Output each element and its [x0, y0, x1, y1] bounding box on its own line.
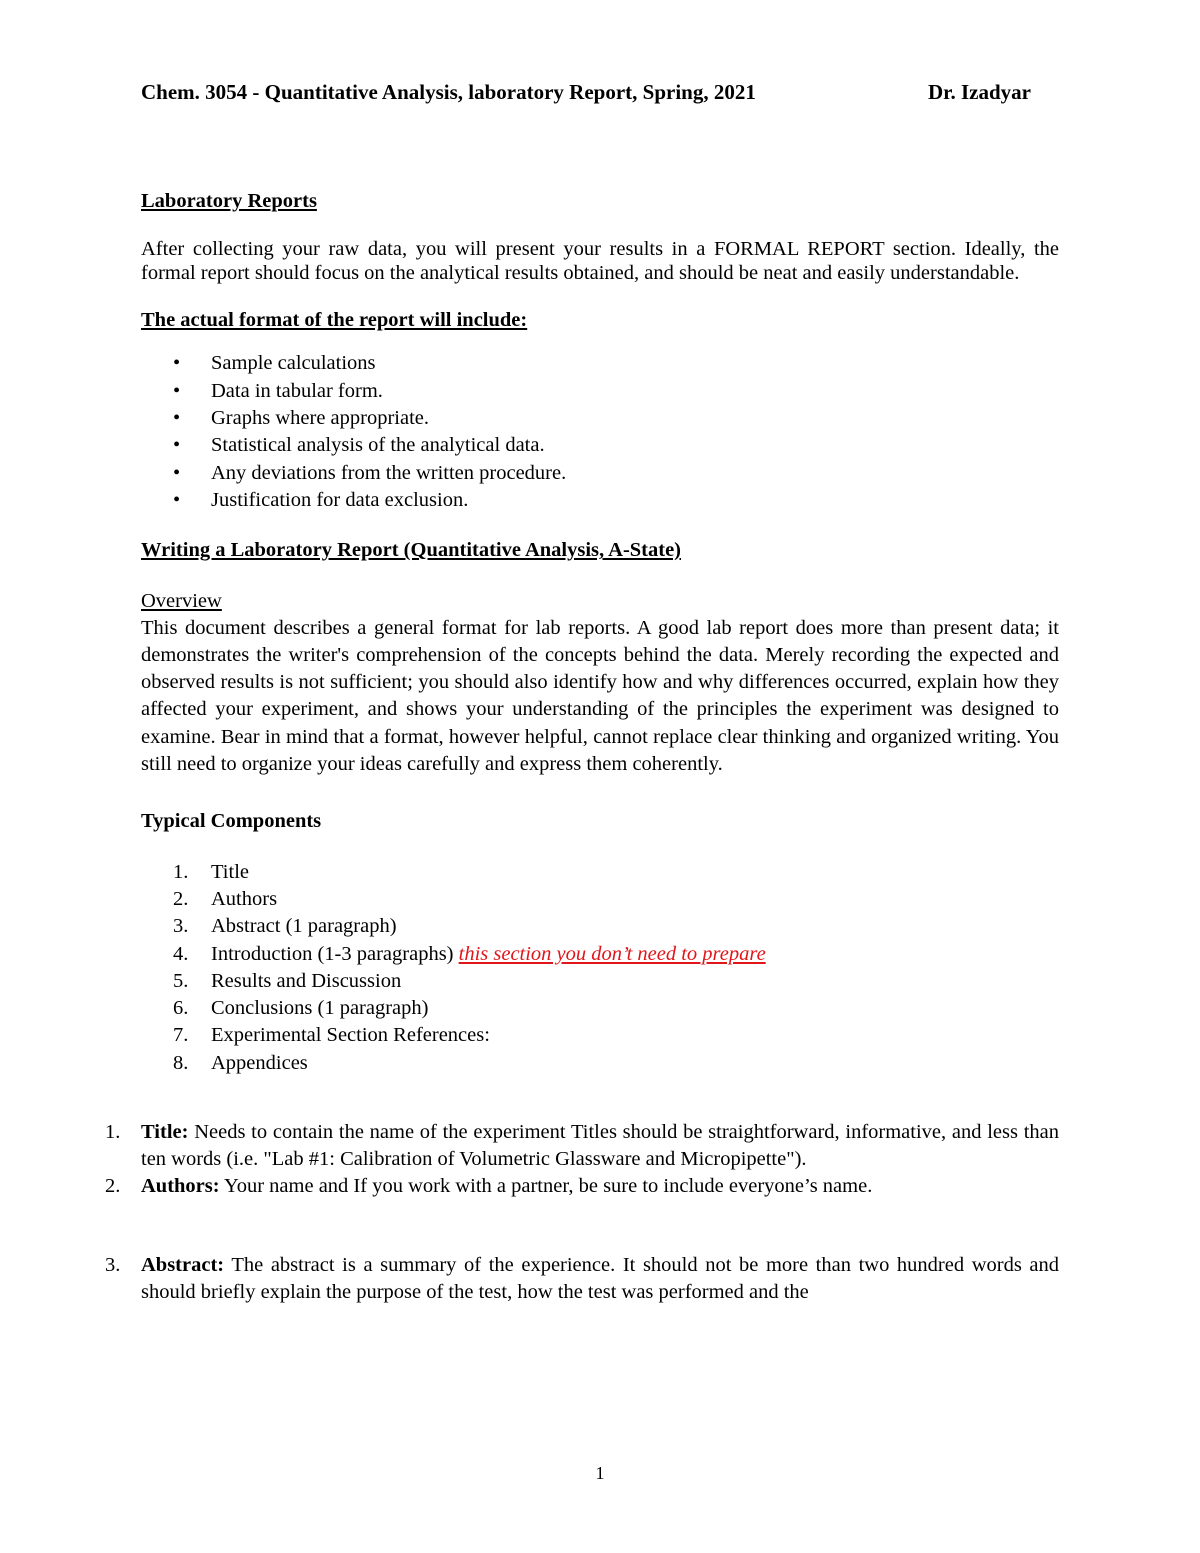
- bullet-icon: •: [173, 434, 181, 457]
- course-title: Chem. 3054 - Quantitative Analysis, laboratory Report, Spring, 2021: [141, 80, 756, 104]
- bullet-icon: •: [173, 488, 181, 511]
- bullet-icon: •: [173, 352, 181, 375]
- components-heading: Typical Components: [141, 809, 322, 832]
- document-body: [105, 188, 1059, 1306]
- bullet-icon: •: [173, 379, 181, 402]
- list-item: 3. Abstract (1 paragraph): [173, 915, 397, 938]
- list-item: 3. Abstract: The abstract is a summary of the experience. It should not be more than two hundred words and should briefly explain the purpose of the test, how the test was performed and the: [105, 1254, 1059, 1304]
- list-item: 5. Results and Discussion: [173, 969, 402, 992]
- list-item: 2. Authors: Your name and If you work with a partner, be sure to include everyone’s name.: [105, 1175, 873, 1198]
- not-required-note: this section you don’t need to prepare: [458, 942, 766, 965]
- list-item: • Any deviations from the written procedure.: [141, 460, 1059, 487]
- bullet-icon: •: [173, 407, 181, 430]
- list-item: • Justification for data exclusion.: [141, 487, 1059, 514]
- list-item: • Graphs where appropriate.: [141, 405, 1059, 432]
- overview-paragraph: This document describes a general format for lab reports. A good lab report does more than present data; it demonstrates the writer's comprehension of the concepts behind the data. Merely recording the expected and observed results is not sufficient; you should also identify how and why differences occurred, explain how they affected your experiment, and shows your understanding of the principles the experiment was designed to examine. Bear in mind that a format, however helpful, cannot replace clear thinking and organized writing. You still need to organize your ideas carefully and express them coherently.: [141, 617, 1059, 775]
- title-label: Title:: [141, 1121, 189, 1144]
- list-item: • Statistical analysis of the analytical data.: [141, 432, 1059, 459]
- list-item: 1. Title: Needs to contain the name of the experiment Titles should be straightforward, informative, and less than ten words (i.e. "Lab #1: Calibration of Volumetric Glassware and Micropipette").: [105, 1121, 1059, 1171]
- list-item: 2. Authors: [173, 887, 278, 910]
- format-heading: The actual format of the report will include:: [141, 309, 528, 332]
- abstract-label: Abstract:: [141, 1254, 225, 1277]
- page-number: 1: [595, 1463, 605, 1483]
- instructor-name: Dr. Izadyar: [927, 80, 1031, 104]
- details-list: [105, 1119, 1059, 1306]
- list-item: 1. Title: [173, 860, 249, 883]
- overview-label: Overview: [141, 590, 222, 613]
- components-list: [141, 859, 1059, 1077]
- list-item: • Sample calculations: [141, 350, 1059, 377]
- list-item: 8. Appendices: [173, 1051, 308, 1074]
- bullet-icon: •: [173, 461, 181, 484]
- writing-heading: Writing a Laboratory Report (Quantitative Analysis, A-State): [141, 539, 681, 562]
- list-item: 4. Introduction (1-3 paragraphs) this section you don’t need to prepare: [173, 942, 766, 965]
- lab-reports-paragraph: After collecting your raw data, you will present your results in a FORMAL REPORT section. Ideally, the formal report should focus on the analytical results obtained, and should be neat and easily understandable.: [141, 238, 1059, 285]
- lab-reports-heading: Laboratory Reports: [141, 190, 317, 212]
- list-item: • Data in tabular form.: [141, 378, 1059, 405]
- list-item: 7. Experimental Section References:: [173, 1024, 490, 1047]
- format-list: [141, 350, 1059, 514]
- authors-label: Authors:: [141, 1175, 220, 1198]
- list-item: 6. Conclusions (1 paragraph): [173, 997, 429, 1020]
